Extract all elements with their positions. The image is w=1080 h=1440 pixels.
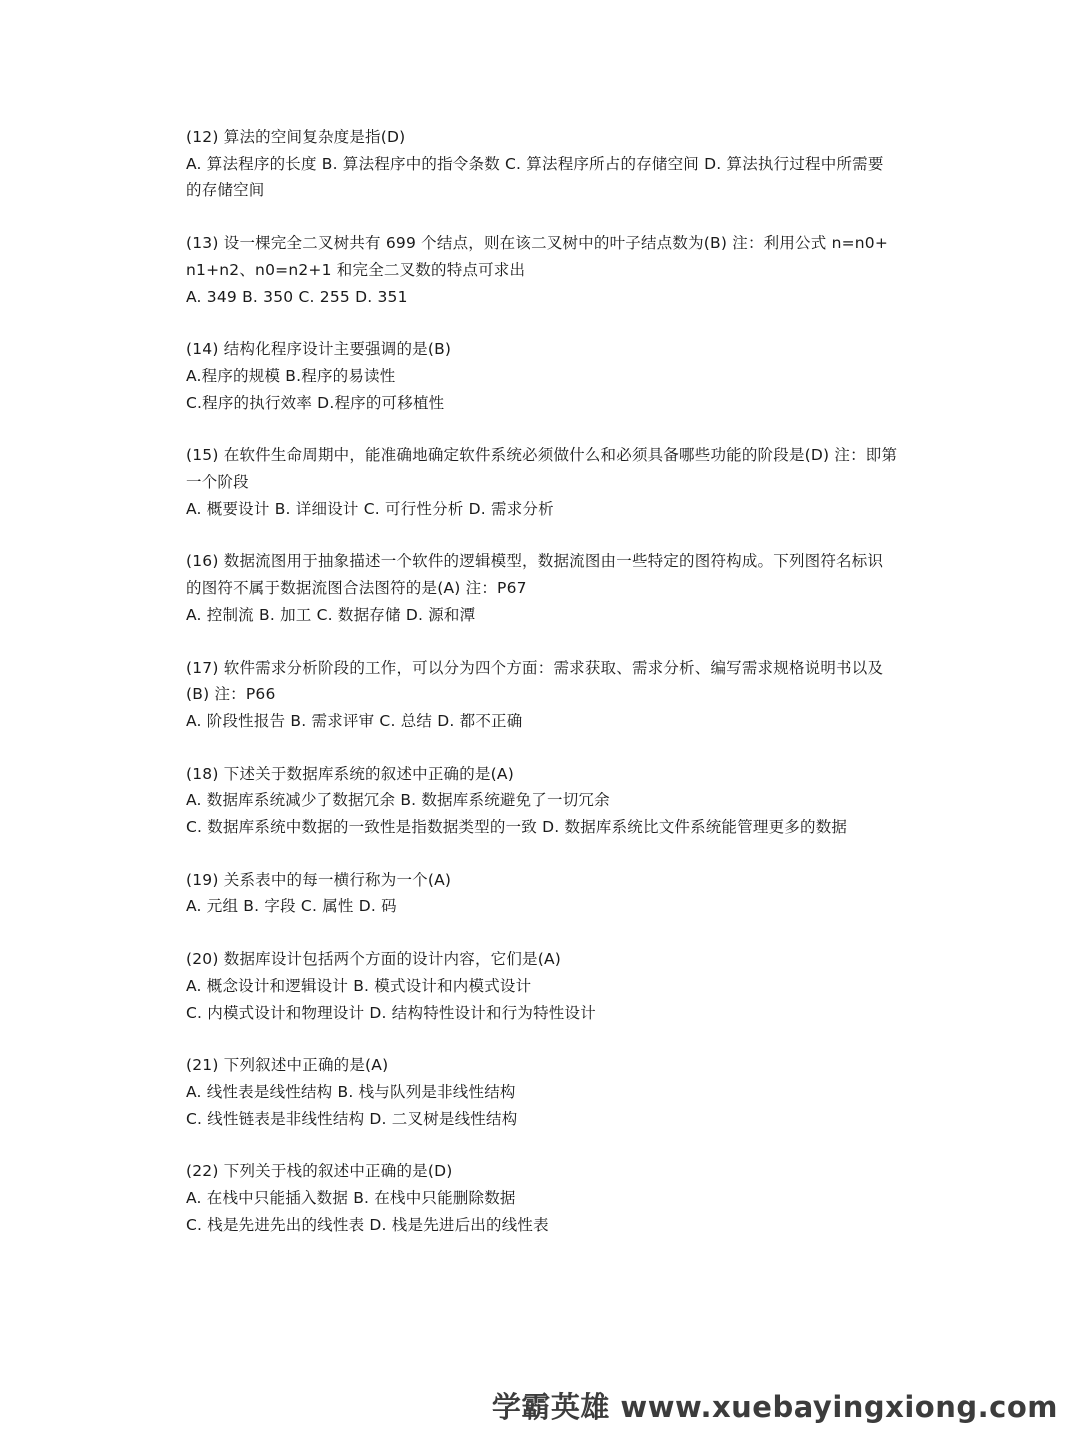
document-body bbox=[186, 124, 898, 1265]
question-options: A. 数据库系统减少了数据冗余 B. 数据库系统避免了一切冗余 bbox=[186, 791, 610, 810]
question-options: A. 算法程序的长度 B. 算法程序中的指令条数 C. 算法程序所占的存储空间 D. 算法执行过程中所需要的存储空间 bbox=[186, 154, 884, 200]
question-options: A.程序的规模 B.程序的易读性 bbox=[186, 366, 396, 385]
question-14 bbox=[186, 336, 898, 416]
question-stem: (15) 在软件生命周期中，能准确地确定软件系统必须做什么和必须具备哪些功能的阶段是(D) 注：即第一个阶段 bbox=[186, 446, 898, 492]
question-options: C. 数据库系统中数据的一致性是指数据类型的一致 D. 数据库系统比文件系统能管理更多的数据 bbox=[186, 818, 848, 837]
question-stem: (12) 算法的空间复杂度是指(D) bbox=[186, 128, 406, 146]
question-options: A. 349 B. 350 C. 255 D. 351 bbox=[186, 287, 408, 306]
question-stem: (16) 数据流图用于抽象描述一个软件的逻辑模型，数据流图由一些特定的图符构成。下列图符名标识的图符不属于数据流图合法图符的是(A) 注：P67 bbox=[186, 552, 884, 598]
question-21 bbox=[186, 1052, 898, 1132]
question-stem: (17) 软件需求分析阶段的工作，可以分为四个方面：需求获取、需求分析、编写需求规格说明书以及(B) 注：P66 bbox=[186, 658, 884, 704]
question-options: A. 概念设计和逻辑设计 B. 模式设计和内模式设计 bbox=[186, 976, 532, 995]
question-stem: (21) 下列叙述中正确的是(A) bbox=[186, 1056, 389, 1075]
question-13 bbox=[186, 230, 898, 310]
question-options: A. 阶段性报告 B. 需求评审 C. 总结 D. 都不正确 bbox=[186, 711, 523, 730]
question-stem: (22) 下列关于栈的叙述中正确的是(D) bbox=[186, 1162, 453, 1181]
question-stem: (20) 数据库设计包括两个方面的设计内容，它们是(A) bbox=[186, 950, 562, 969]
question-stem: (18) 下述关于数据库系统的叙述中正确的是(A) bbox=[186, 764, 514, 783]
question-options: A. 在栈中只能插入数据 B. 在栈中只能删除数据 bbox=[186, 1189, 516, 1208]
question-stem: (19) 关系表中的每一横行称为一个(A) bbox=[186, 870, 452, 889]
site-watermark: 学霸英雄 www.xuebayingxiong.com bbox=[491, 1390, 1058, 1424]
question-stem: (14) 结构化程序设计主要强调的是(B) bbox=[186, 340, 452, 359]
question-options: C. 内模式设计和物理设计 D. 结构特性设计和行为特性设计 bbox=[186, 1003, 596, 1022]
question-19 bbox=[186, 867, 898, 920]
question-options: C. 栈是先进先出的线性表 D. 栈是先进后出的线性表 bbox=[186, 1215, 549, 1234]
question-22 bbox=[186, 1158, 898, 1238]
question-options: A. 元组 B. 字段 C. 属性 D. 码 bbox=[186, 897, 397, 916]
question-options: A. 概要设计 B. 详细设计 C. 可行性分析 D. 需求分析 bbox=[186, 499, 554, 518]
question-20 bbox=[186, 946, 898, 1026]
question-15 bbox=[186, 442, 898, 522]
question-options: C.程序的执行效率 D.程序的可移植性 bbox=[186, 393, 445, 412]
question-16 bbox=[186, 548, 898, 628]
question-18 bbox=[186, 761, 898, 841]
question-17 bbox=[186, 655, 898, 735]
question-stem: (13) 设一棵完全二叉树共有 699 个结点，则在该二叉树中的叶子结点数为(B) 注：利用公式 n=n0+n1+n2、n0=n2+1 和完全二叉数的特点可求出 bbox=[186, 234, 889, 279]
question-options: C. 线性链表是非线性结构 D. 二叉树是线性结构 bbox=[186, 1109, 518, 1128]
question-options: A. 线性表是线性结构 B. 栈与队列是非线性结构 bbox=[186, 1082, 516, 1101]
question-12 bbox=[186, 124, 898, 204]
question-options: A. 控制流 B. 加工 C. 数据存储 D. 源和潭 bbox=[186, 605, 476, 624]
